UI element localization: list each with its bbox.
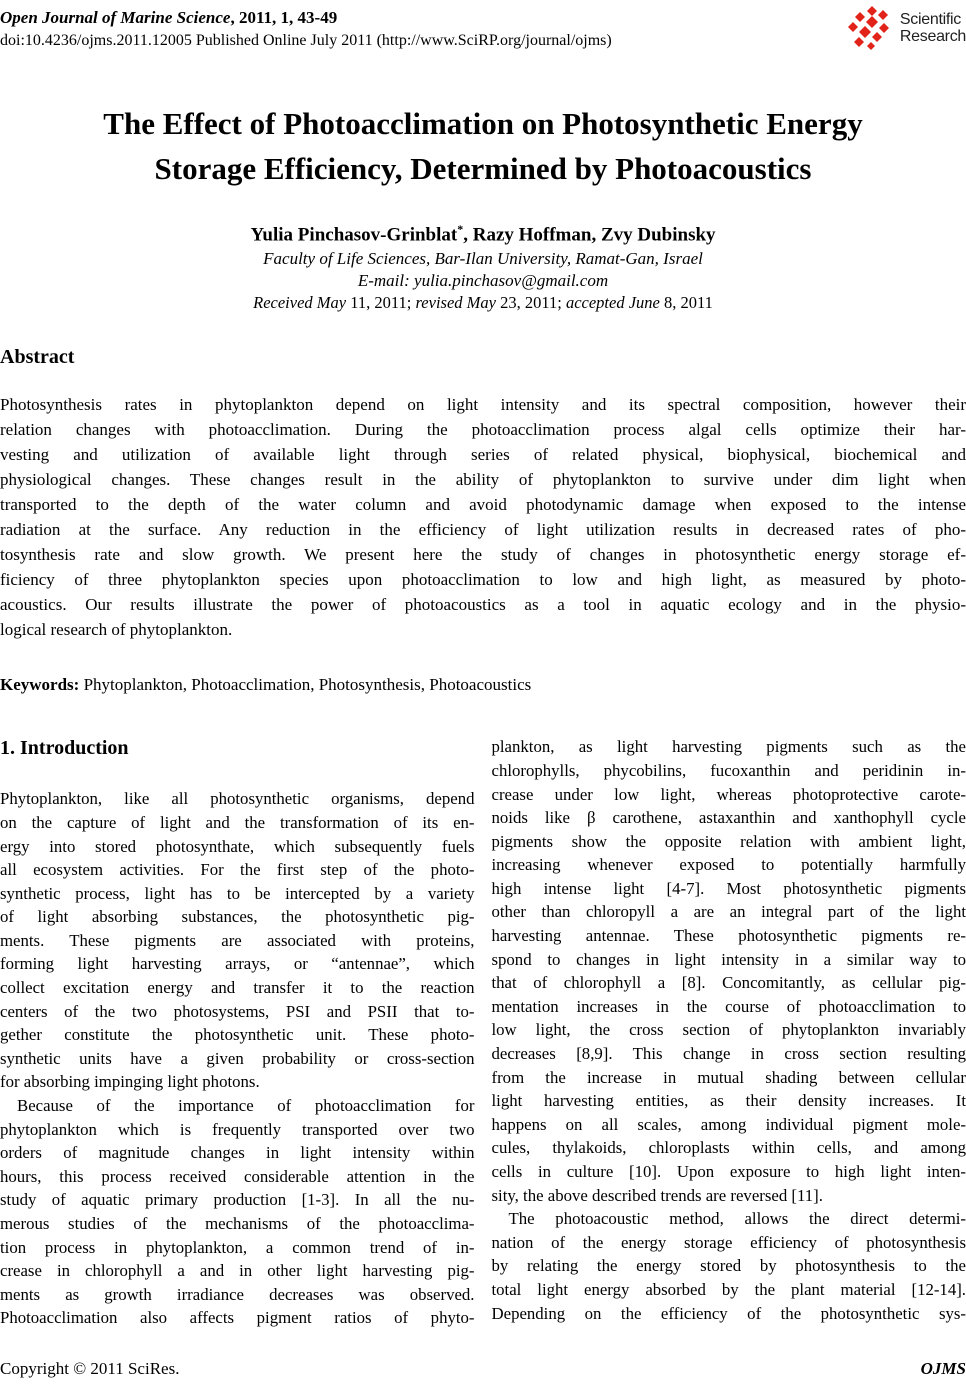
logo-text-line1: Scientific <box>899 10 961 28</box>
text-line: high intense light [4-7]. Most photosynthetic pigments <box>491 878 966 898</box>
text-line: Depending on the efficiency of the photosynthetic sys- <box>491 1303 966 1323</box>
left-column <box>0 735 475 1330</box>
keywords-label: Keywords: <box>0 675 80 695</box>
page-header <box>0 0 966 51</box>
text-line: radiation at the surface. Any reduction in the efficiency of light utilization results in decreased rates of pho- <box>0 520 966 540</box>
abstract-heading: Abstract <box>0 346 75 369</box>
text-line: relation changes with photoacclimation. During the photoacclimation process algal cells optimize their har- <box>0 420 966 440</box>
text-line: gether constitute the photosynthetic unit. These photo- <box>0 1025 475 1045</box>
text-line: all ecosystem activities. For the first step of the photo- <box>0 860 475 880</box>
right-column-text <box>492 735 966 1325</box>
introduction-heading: 1. Introduction <box>0 737 129 760</box>
text-line: sity, the above described trends are reversed [11]. <box>491 1185 823 1205</box>
text-line: total light energy absorbed by the plant material [12-14]. <box>491 1279 966 1299</box>
text-line: crease under low light, whereas photoprotective carote- <box>491 784 966 804</box>
received-segment: Received May <box>253 293 351 313</box>
text-line: ficiency of three phytoplankton species upon photoacclimation to low and high light, as measured by photo- <box>0 570 966 590</box>
text-line: merous studies of the mechanisms of the photoacclima- <box>0 1214 475 1234</box>
title-line: Storage Efficiency, Determined by Photoacoustics <box>154 151 812 186</box>
text-line: plankton, as light harvesting pigments such as the <box>491 737 966 757</box>
text-line: centers of the two photosystems, PSI and PSII that to- <box>0 1001 475 1021</box>
journal-issue-info: , 2011, 1, 43-49 <box>230 8 338 27</box>
received-segment: 8, 2011 <box>663 293 713 313</box>
received-segment: 23, 2011; <box>500 293 566 313</box>
page-footer <box>0 1359 966 1379</box>
journal-header-block <box>0 7 612 51</box>
keywords-line <box>0 672 966 697</box>
text-line: noids like β carothene, astaxanthin and xanthophyll cycle <box>491 808 966 828</box>
text-line: logical research of phytoplankton. <box>0 620 233 640</box>
received-line <box>0 292 966 314</box>
text-line: Photosynthesis rates in phytoplankton depend on light intensity and its spectral composition, however their <box>0 395 966 415</box>
text-line: forming light harvesting arrays, or “antennae”, which <box>0 954 475 974</box>
scientific-research-logo <box>846 5 966 51</box>
text-line: decreases [8,9]. This change in cross section resulting <box>491 1044 966 1064</box>
text-line: physiological changes. These changes result in the ability of phytoplankton to survive under dim light when <box>0 470 966 490</box>
text-line: low light, the cross section of phytoplankton invariably <box>491 1020 966 1040</box>
author-name: Yulia Pinchasov-Grinblat <box>250 224 458 246</box>
abstract-text <box>0 392 966 642</box>
text-line: light harvesting entities, as their density increases. It <box>491 1091 966 1111</box>
text-line: collect excitation energy and transfer it to the reaction <box>0 978 475 998</box>
text-line: acoustics. Our results illustrate the power of photoacoustics as a tool in aquatic ecology and in the physio- <box>0 595 966 615</box>
text-line: for absorbing impinging light photons. <box>0 1072 260 1092</box>
text-line: transported to the depth of the water column and avoid photodynamic damage when exposed to the intense <box>0 495 966 515</box>
introduction-columns <box>0 735 966 1330</box>
text-line: tosynthesis rate and slow growth. We present here the study of changes in photosynthetic energy storage ef- <box>0 545 966 565</box>
copyright-notice: Copyright © 2011 SciRes. <box>0 1359 180 1378</box>
text-line: Photoacclimation also affects pigment ratios of phyto- <box>0 1308 475 1328</box>
text-line: of light absorbing substances, the photosynthetic pig- <box>0 907 475 927</box>
text-line: mentation increases in the course of photoacclimation to <box>491 996 966 1016</box>
text-line: chlorophylls, phycobilins, fucoxanthin and peridinin in- <box>491 760 966 780</box>
text-line: crease in chlorophyll a and in other light harvesting pig- <box>0 1261 475 1281</box>
text-line: Because of the importance of photoacclimation for <box>17 1096 475 1116</box>
left-column-text <box>0 787 475 1330</box>
logo-text <box>900 11 966 46</box>
right-column <box>492 735 966 1330</box>
authors-line <box>0 217 966 247</box>
text-line: ments as growth irradiance decreases was observed. <box>0 1284 475 1304</box>
text-line: hours, this process received considerable attention in the <box>0 1166 475 1186</box>
authors-block <box>0 217 966 314</box>
received-segment: revised May <box>415 293 501 313</box>
received-segment: accepted June <box>565 293 664 313</box>
text-line: spond to changes in light intensity in a similar way to <box>491 949 966 969</box>
doi-line: doi:10.4236/ojms.2011.12005 Published Online July 2011 (http://www.SciRP.org/journal/ojms) <box>0 32 612 49</box>
text-line: that of chlorophyll a [8]. Concomitantly, as cellular pig- <box>491 973 966 993</box>
text-line: other than chloropyll a are an integral part of the light <box>491 902 966 922</box>
text-line: by relating the energy stored by photosynthesis to the <box>491 1256 966 1276</box>
affiliation-line: Faculty of Life Sciences, Bar-Ilan University, Ramat-Gan, Israel <box>263 249 703 269</box>
keywords-list: Phytoplankton, Photoacclimation, Photosynthesis, Photoacoustics <box>79 675 532 695</box>
text-line: synthetic units have a given probability or cross-section <box>0 1048 475 1068</box>
text-line: nation of the energy storage efficiency of photosynthesis <box>491 1232 966 1252</box>
text-line: vesting and utilization of available light through series of related physical, biophysical, biochemical and <box>0 445 966 465</box>
author-names-rest: , Razy Hoffman, Zvy Dubinsky <box>463 224 716 246</box>
text-line: study of aquatic primary production [1-3]. In all the nu- <box>0 1190 475 1210</box>
text-line: ergy into stored photosynthate, which subsequently fuels <box>0 836 475 856</box>
text-line: synthetic process, light has to be intercepted by a variety <box>0 883 475 903</box>
logo-text-line2: Research <box>899 28 966 45</box>
journal-header-line <box>0 7 612 28</box>
text-line: orders of magnitude changes in light intensity within <box>0 1143 475 1163</box>
text-line: tion process in phytoplankton, a common trend of in- <box>0 1237 475 1257</box>
paper-title <box>0 101 966 191</box>
corresponding-author-asterisk: * <box>457 222 464 236</box>
text-line: pigments show the opposite relation with ambient light, <box>491 831 966 851</box>
title-line: The Effect of Photoacclimation on Photosynthetic Energy <box>103 106 863 141</box>
text-line: ments. These pigments are associated with proteins, <box>0 930 475 950</box>
text-line: The photoacoustic method, allows the direct determi- <box>508 1209 966 1229</box>
text-line: phytoplankton which is frequently transported over two <box>0 1119 475 1139</box>
journal-title: Open Journal of Marine Science <box>0 8 231 27</box>
text-line: happens on all scales, among individual pigment mole- <box>491 1114 966 1134</box>
journal-abbrev: OJMS <box>920 1359 966 1378</box>
text-line: cules, thylakoids, chloroplasts within cells, and among <box>491 1138 966 1158</box>
scirp-diamonds-icon <box>846 5 895 51</box>
text-line: cells in culture [10]. Upon exposure to high light inten- <box>491 1162 966 1182</box>
text-line: harvesting antennae. These photosynthetic pigments re- <box>491 926 966 946</box>
email-line: E-mail: yulia.pinchasov@gmail.com <box>357 271 609 291</box>
text-line: on the capture of light and the transformation of its en- <box>0 812 475 832</box>
text-line: Phytoplankton, like all photosynthetic organisms, depend <box>0 789 475 809</box>
text-line: increasing whenever exposed to potentially harmfully <box>491 855 966 875</box>
text-line: from the increase in mutual shading between cellular <box>491 1067 966 1087</box>
received-segment: 11, 2011; <box>350 293 416 313</box>
